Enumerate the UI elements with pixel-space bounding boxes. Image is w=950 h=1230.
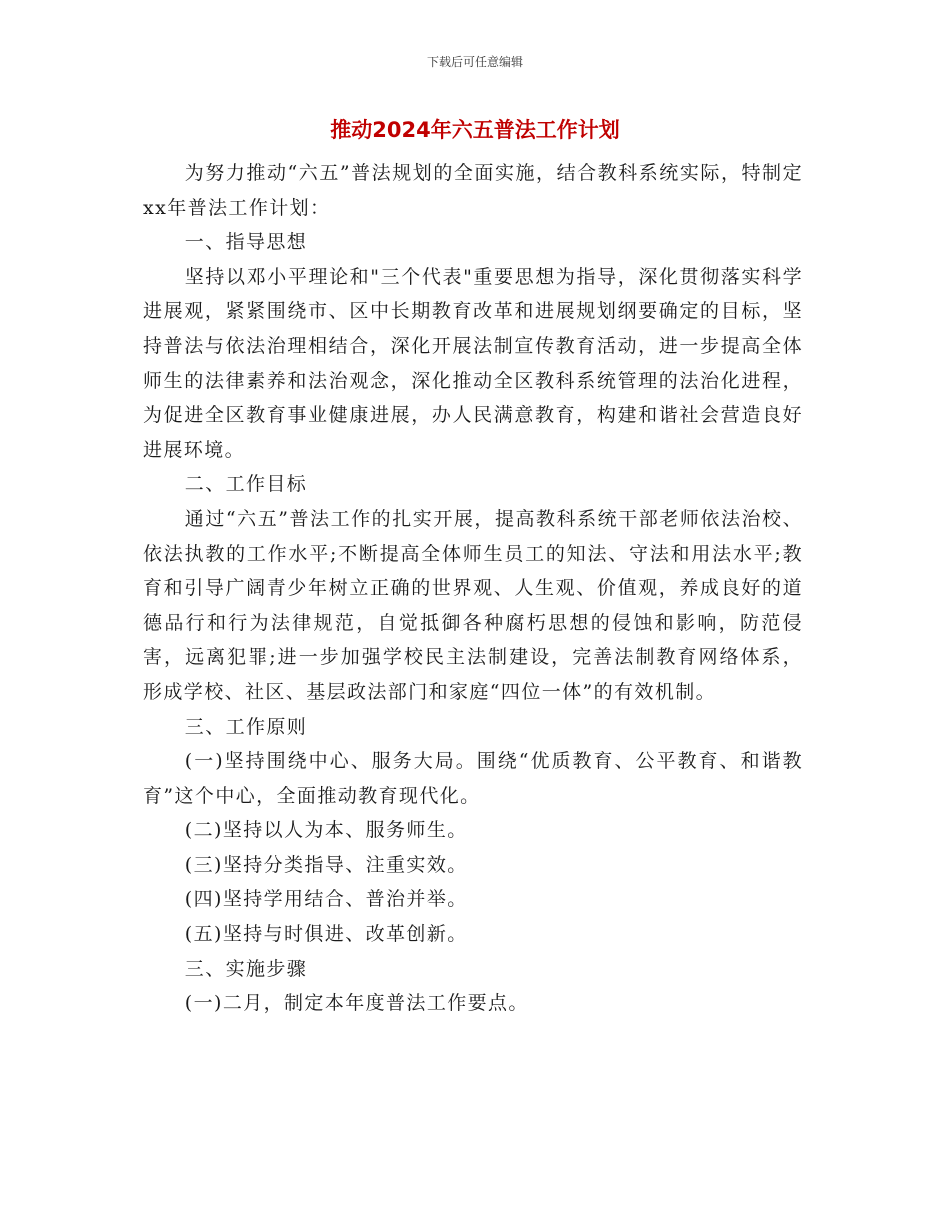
list-item: (二)坚持以人为本、服务师生。 [184,819,468,842]
section-heading: 三、工作原则 [184,715,308,738]
list-item: (四)坚持学用结合、普治并举。 [184,888,468,911]
header-note: 下载后可任意编辑 [426,55,523,69]
list-item: (三)坚持分类指导、注重实效。 [184,853,468,876]
section-heading: 三、实施步骤 [184,957,308,980]
list-item: (一)二月，制定本年度普法工作要点。 [184,992,529,1015]
list-item: (一)坚持围绕中心、服务大局。围绕“优质教育、公平教育、和谐教育”这个中心，全面推动教育现代化。 [143,750,803,807]
section-heading: 一、指导思想 [184,231,308,254]
document-title: 推动2024年六五普法工作计划 [330,118,620,142]
body-paragraph: 坚持以邓小平理论和"三个代表"重要思想为指导，深化贯彻落实科学进展观，紧紧围绕市、区中长期教育改革和进展规划纲要确定的目标，坚持普法与依法治理相结合，深化开展法制宣传教育活动，进一步提高全体师生的法律素养和法治观念，深化推动全区教科系统管理的法治化进程，为促进全区教育事业健康进展，办人民满意教育，构建和谐社会营造良好进展环境。 [143,265,803,461]
intro-paragraph: 为努力推动“六五”普法规划的全面实施，结合教科系统实际，特制定xx年普法工作计划： [143,162,803,219]
list-item: (五)坚持与时俱进、改革创新。 [184,923,468,946]
section-heading: 二、工作目标 [184,473,308,496]
document-body [143,156,803,1021]
body-paragraph: 通过“六五”普法工作的扎实开展，提高教科系统干部老师依法治校、依法执教的工作水平;不断提高全体师生员工的知法、守法和用法水平;教育和引导广阔青少年树立正确的世界观、人生观、价值观，养成良好的道德品行和行为法律规范，自觉抵御各种腐朽思想的侵蚀和影响，防范侵害，远离犯罪;进一步加强学校民主法制建设，完善法制教育网络体系，形成学校、社区、基层政法部门和家庭“四位一体”的有效机制。 [143,507,803,703]
